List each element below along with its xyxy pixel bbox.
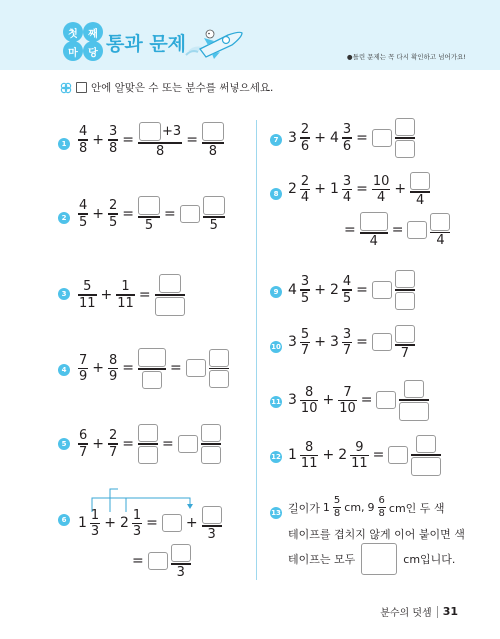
numerator: 10 [372,173,390,189]
page-number: 31 [442,605,458,618]
fraction [300,386,319,416]
fraction [78,125,88,155]
denominator: 8 [378,508,385,519]
denominator: 5 [342,290,352,306]
numerator: 1 [132,507,142,523]
fraction [395,325,415,360]
column-divider [256,120,257,580]
whole-number: 1 [288,447,297,464]
problem-13-text: cm입니다. [403,553,456,566]
denominator: 4 [416,192,425,208]
denominator: 8 [333,508,341,519]
denominator: 6 [342,138,352,154]
whole-number: 2 [338,447,348,464]
whole-number: 3 [329,334,339,351]
answer-box[interactable] [407,221,427,239]
answer-box[interactable] [372,129,392,147]
equals-sign: = [356,334,368,351]
whole-number: 3 [288,129,297,146]
fraction [90,509,100,539]
equals-sign: = [122,131,135,148]
numerator: 3 [342,122,352,137]
whole-number: 1 [322,501,330,514]
problem-number-3: 3 [58,288,70,300]
denominator: 8 [155,143,165,159]
problem-13-text: 테이프를 겹치지 않게 이어 붙이면 색 [288,528,465,541]
answer-box[interactable] [186,359,206,377]
numerator: 4 [79,124,88,139]
answer-box[interactable] [159,274,181,293]
denominator: 6 [300,138,310,154]
answer-box[interactable] [138,424,158,442]
denominator: 10 [300,401,318,416]
fraction [410,172,430,207]
answer-box[interactable] [148,552,168,570]
badge-char-2: 째 [83,22,103,42]
denominator: 10 [339,401,356,416]
instruction-box [76,82,87,93]
badge-char-1: 첫 [63,22,83,42]
footer [380,604,458,619]
numerator: 7 [79,352,88,368]
problem-13-text: cm인 두 색 [388,501,445,515]
whole-number: 2 [329,281,339,298]
plus-sign: + [314,129,326,146]
problem-11 [288,380,429,421]
denominator: 4 [342,190,352,205]
numerator: 5 [300,326,310,342]
fraction [171,544,191,579]
answer-box[interactable] [171,544,191,562]
equals-sign: = [186,131,198,148]
denominator: 5 [300,290,310,306]
numerator: 2 [109,198,118,213]
denominator: 4 [377,190,386,205]
fraction [342,275,352,305]
footer-label: 분수의 덧셈 [380,608,432,619]
fraction [108,429,118,459]
fraction [202,122,224,158]
whole-number: 2 [119,515,129,532]
plus-sign: + [104,515,116,532]
plus-sign: + [92,435,105,452]
numerator: 4 [79,198,88,213]
answer-box[interactable] [404,380,424,398]
problem-3 [78,274,185,316]
whole-number: 9 [367,501,375,514]
denominator: 3 [176,564,185,580]
problem-number-11: 11 [271,398,281,406]
fraction [108,354,118,384]
header-note: ●틀린 문제는 꼭 다시 확인하고 넘어가요! [346,53,466,61]
denominator: 5 [209,217,218,233]
fraction [300,441,319,471]
problem-number-5: 5 [58,438,70,450]
fraction [78,354,88,384]
answer-box[interactable] [162,514,182,532]
fraction [342,123,352,153]
denominator: 8 [79,140,88,156]
plus-sign: + [314,334,326,351]
problem-4 [78,348,229,389]
fraction [350,441,369,471]
fraction [395,118,415,158]
answer-box[interactable] [388,446,408,464]
whole-number: 4 [288,281,297,298]
fraction [202,506,222,541]
problem-5 [78,424,221,464]
problem-number-7: 7 [270,134,282,146]
denominator: 11 [79,295,96,311]
answer-box[interactable] [411,457,441,476]
answer-box[interactable] [155,297,185,316]
fraction [300,123,310,153]
fraction [342,175,352,205]
problem-6 [78,506,222,541]
fraction [108,125,118,155]
problem-7 [288,118,415,158]
equals-sign: = [372,447,385,464]
answer-box[interactable] [138,446,158,464]
numerator: 5 [83,279,92,294]
fraction [138,196,160,232]
fraction [333,496,341,519]
problem-number-2: 2 [58,212,70,224]
equals-sign: = [122,360,135,377]
plus-sign: + [394,181,407,198]
numerator: 7 [343,384,352,400]
equals-sign: = [170,360,182,377]
problem-13-text: 길이가 [288,501,320,515]
answer-box[interactable] [209,349,229,367]
equals-sign: = [356,129,368,146]
denominator: 3 [90,524,100,539]
fraction [300,175,310,205]
answer-box[interactable] [372,333,392,351]
problem-number-4: 4 [58,364,70,376]
denominator: 4 [369,233,378,249]
badge-char-3: 마 [63,41,83,61]
fraction [430,213,450,248]
numerator: 4 [342,274,352,289]
equals-sign: = [146,515,158,532]
fraction [372,175,391,205]
fraction [338,386,357,416]
numerator: 3 [342,173,352,189]
fraction [78,280,97,310]
problem-number-8: 8 [270,188,282,200]
problem-13-line-3 [288,543,455,575]
denominator: 7 [342,343,352,358]
problem-10 [288,325,415,360]
problem-number-10: 10 [271,343,281,351]
problem-13-line-1 [288,496,445,519]
numerator-term: +3 [162,124,182,139]
denominator: 8 [208,143,218,159]
problem-number-6: 6 [58,514,70,526]
answer-box[interactable] [372,281,392,299]
fraction [132,509,142,539]
whole-number: 4 [329,129,339,146]
denominator: 7 [300,343,310,358]
answer-box[interactable] [416,435,436,453]
numerator: 3 [342,326,352,342]
denominator: 3 [132,524,142,539]
denominator: 8 [109,140,118,156]
problem-8-line-2 [343,212,450,248]
fraction [203,196,225,232]
page-title: 통과 문제 [106,33,187,55]
numerator: 8 [305,384,314,400]
denominator: 9 [109,369,118,384]
answer-box[interactable] [209,370,229,388]
denominator: 3 [207,526,216,542]
equals-sign: = [356,281,368,298]
answer-box[interactable] [202,506,222,524]
numerator: 1 [90,507,100,523]
problem-1 [78,122,224,158]
whole-number: 2 [288,181,297,198]
fraction [108,199,118,229]
plus-sign: + [314,281,326,298]
fraction [201,424,221,464]
numerator: 3 [300,274,310,289]
fraction [342,328,352,358]
fraction [116,280,135,310]
answer-box[interactable] [139,122,161,141]
equals-sign: = [391,221,404,238]
denominator: 9 [79,369,88,384]
answer-box[interactable] [180,205,200,223]
whole-number: 3 [288,392,297,409]
equals-sign: = [138,286,151,303]
answer-box[interactable] [138,196,160,215]
numerator: 8 [305,439,314,455]
problem-13-line-2 [288,526,465,542]
equals-sign: = [164,205,176,222]
problem-2 [78,196,225,232]
answer-box[interactable] [395,270,415,288]
answer-box[interactable] [410,172,430,190]
footer-separator [437,606,438,618]
problem-13-text: 테이프는 모두 [288,553,356,566]
answer-box[interactable] [395,140,415,158]
answer-box[interactable] [395,118,415,136]
plus-sign: + [322,447,335,464]
numerator: 6 [378,495,385,506]
badge-char-4: 당 [83,41,103,61]
problem-6-line-2 [131,544,191,579]
fraction [209,349,229,389]
fraction [378,496,386,519]
numerator: 2 [300,173,310,189]
answer-box[interactable] [201,424,221,442]
rocket-icon [184,25,246,59]
equals-sign: = [360,392,373,409]
fraction [155,274,185,316]
denominator: 5 [144,217,154,233]
plus-sign: + [92,360,105,377]
equals-sign: = [162,435,174,452]
problem-8 [288,172,430,207]
answer-box[interactable] [203,196,225,215]
problem-number-9: 9 [270,286,282,298]
unit: cm, [344,501,365,514]
fraction [300,275,310,305]
fraction [395,270,415,310]
fraction [78,199,88,229]
whole-number: 1 [78,515,87,532]
answer-box[interactable] [395,325,415,343]
numerator: 2 [300,122,310,137]
denominator: 7 [109,444,118,460]
denominator: 5 [109,214,118,230]
instruction-text: 안에 알맞은 수 또는 분수를 써넣으세요. [91,82,274,94]
fraction [411,435,441,476]
answer-box[interactable] [138,348,166,367]
equals-sign: = [344,221,356,238]
numerator: 2 [109,428,118,443]
answer-box[interactable] [361,543,397,575]
problem-9 [288,270,415,310]
answer-box[interactable] [430,213,450,231]
answer-box[interactable] [142,371,162,389]
answer-box[interactable] [201,446,221,464]
plus-sign: + [100,286,113,303]
answer-box[interactable] [376,391,396,409]
answer-box[interactable] [178,435,198,453]
denominator: 11 [351,456,368,471]
fraction [138,122,182,158]
plus-sign: + [185,515,198,532]
problem-number-13: 13 [271,509,281,517]
denominator: 7 [79,444,88,460]
denominator: 11 [300,456,318,471]
answer-box[interactable] [202,122,224,141]
denominator: 4 [300,190,310,205]
answer-box[interactable] [360,212,388,231]
numerator: 1 [121,279,130,294]
fraction [300,328,310,358]
plus-sign: + [314,181,326,198]
fraction [138,424,158,464]
denominator: 11 [117,295,134,311]
whole-number: 3 [288,334,297,351]
equals-sign: = [132,553,144,570]
problem-number-1: 1 [58,138,70,150]
whole-number: 1 [329,181,339,198]
equals-sign: = [122,435,135,452]
fraction [138,348,166,389]
fraction [360,212,388,248]
numerator: 8 [109,352,118,368]
plus-sign: + [92,131,105,148]
equals-sign: = [122,205,135,222]
numerator: 9 [355,439,364,455]
answer-box[interactable] [395,292,415,310]
plus-sign: + [322,392,335,409]
numerator: 5 [333,495,341,506]
problem-12 [288,435,441,476]
instruction [60,80,273,95]
numerator: 3 [109,124,118,139]
fraction [78,429,88,459]
clover-icon [60,82,72,94]
plus-sign: + [92,205,105,222]
answer-box[interactable] [399,402,429,421]
denominator: 7 [400,345,410,361]
denominator: 5 [79,214,88,230]
problem-number-12: 12 [271,453,281,461]
numerator: 6 [79,428,88,443]
fraction [399,380,429,421]
denominator: 4 [436,233,445,248]
equals-sign: = [356,181,368,198]
